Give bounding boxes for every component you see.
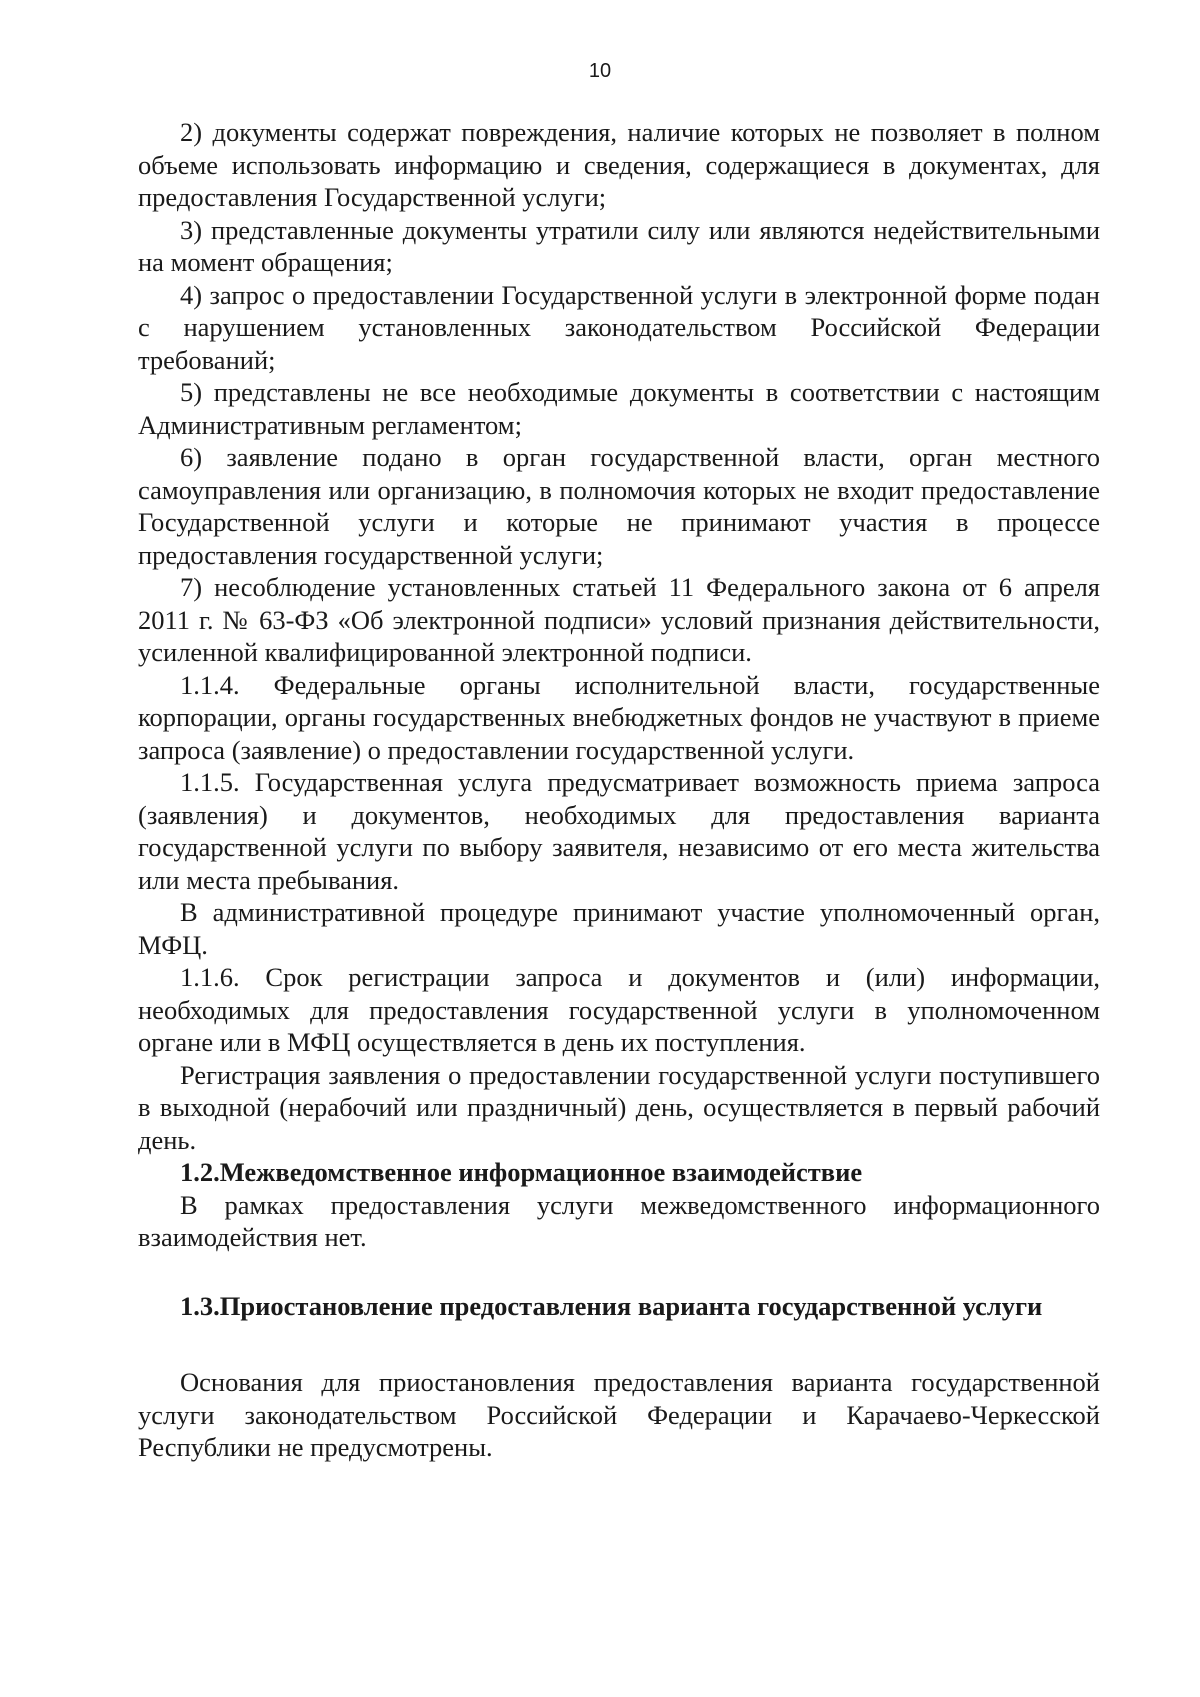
list-item-2: 2) документы содержат повреждения, наличие которых не позволяет в полном объеме использовать информацию и сведения, содержащиеся в документах, для предоставления Государственной услуги; [138,117,1100,212]
list-item-3: 3) представленные документы утратили силу или являются недействительными на момент обращения; [138,214,1100,277]
participants-paragraph: В административной процедуре принимают участие уполномоченный орган, МФЦ. [138,897,1100,960]
section-1-3-text: Основания для приостановления предоставления варианта государственной услуги законодательством Российской Федерации и Карачаево-Черкесской Республики не предусмотрены. [138,1367,1100,1462]
list-item-4: 4) запрос о предоставлении Государственной услуги в электронной форме подан с нарушением установленных законодательством Российской Федерации требований; [138,279,1100,375]
clause-1-1-5: 1.1.5. Государственная услуга предусматривает возможность приема запроса (заявления) и документов, необходимых для предоставления варианта государственной услуги по выбору заявителя, независимо от его места жительства или места пребывания. [138,767,1100,895]
page-number: 10 [588,60,612,82]
section-heading-1-3: 1.3.Приостановление предоставления варианта государственной услуги [180,1290,1043,1321]
document-body [138,116,1100,1464]
section-heading-1-2: 1.2.Межведомственное информационное взаимодействие [180,1157,863,1187]
list-item-7: 7) несоблюдение установленных статьей 11 Федерального закона от 6 апреля 2011 г. № 63-ФЗ «Об электронной подписи» условий признания действительности, усиленной квалифицированной электронной подписи. [138,572,1100,667]
list-item-6: 6) заявление подано в орган государственной власти, орган местного самоуправления или организацию, в полномочия которых не входит предоставление Государственной услуги и которые не принимают участия в процессе предоставления государственной услуги; [138,442,1100,570]
section-1-2-text: В рамках предоставления услуги межведомственного информационного взаимодействия нет. [138,1189,1100,1252]
list-item-5: 5) представлены не все необходимые документы в соответствии с настоящим Административным регламентом; [138,377,1100,440]
clause-1-1-6: 1.1.6. Срок регистрации запроса и документов и (или) информации, необходимых для предоставления государственной услуги в уполномоченном органе или в МФЦ осуществляется в день их поступления. [138,962,1100,1057]
registration-paragraph: Регистрация заявления о предоставлении государственной услуги поступившего в выходной (нерабочий или праздничный) день, осуществляется в первый рабочий день. [138,1059,1100,1155]
clause-1-1-4: 1.1.4. Федеральные органы исполнительной власти, государственные корпорации, органы государственных внебюджетных фондов не участвуют в приеме запроса (заявление) о предоставлении государственной услуги. [138,669,1100,765]
